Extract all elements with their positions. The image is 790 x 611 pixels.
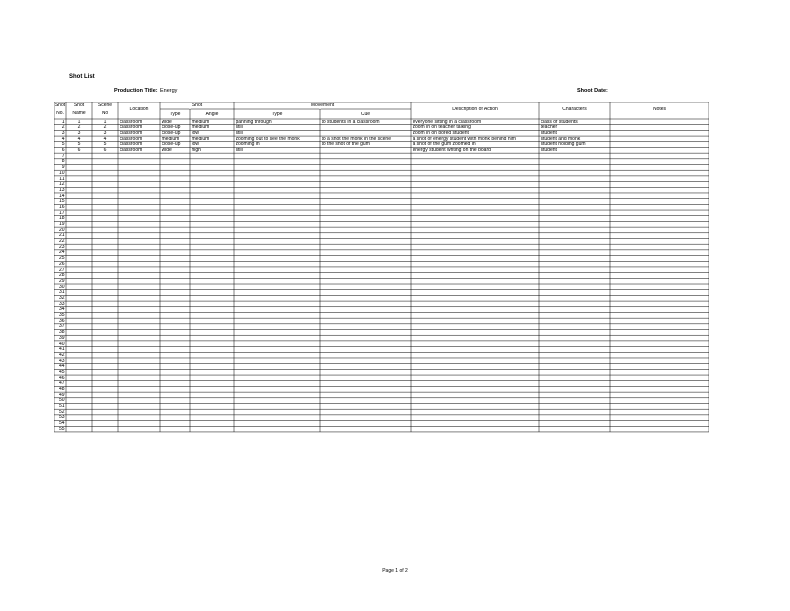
scene-cell: 6 (103, 148, 107, 154)
shot-name-cell: 5 (77, 142, 81, 148)
location-cell: classroom (119, 136, 143, 142)
shot-number: 37 (58, 324, 65, 330)
header-shot-no: No. (56, 111, 64, 116)
description-cell: zoom in on teacher talking (412, 125, 471, 131)
shot-list-table (54, 102, 709, 534)
shot-number: 6 (61, 148, 65, 154)
header-shot-name: Name (72, 111, 86, 116)
shot-number: 48 (58, 387, 65, 393)
header-cue: Cue (360, 111, 371, 117)
location-cell: classroom (119, 148, 143, 154)
shot-number: 53 (58, 415, 65, 421)
shot-number: 47 (58, 381, 65, 387)
characters-cell: student (540, 130, 557, 136)
shot-angle-cell: medium (191, 119, 210, 125)
scene-cell: 4 (103, 136, 107, 142)
description-cell: a shot of the gum zoomed in (412, 142, 476, 148)
shot-number: 12 (58, 182, 65, 188)
shot-number: 20 (58, 227, 65, 233)
shot-number: 23 (58, 244, 65, 250)
shot-type-cell: close-up (161, 142, 181, 148)
header-notes: Notes (652, 107, 667, 112)
shot-number: 44 (58, 364, 65, 370)
production-title-label: Production Title: (114, 88, 158, 94)
shot-number: 21 (58, 233, 65, 239)
shot-number: 32 (58, 295, 65, 301)
shot-angle-cell: high (191, 148, 201, 154)
shot-number: 28 (58, 273, 65, 279)
shot-type-cell: medium (161, 136, 180, 142)
shot-number: 50 (58, 398, 65, 404)
shot-number: 33 (58, 301, 65, 307)
cue-cell: to students in a classroom (321, 119, 380, 125)
scene-cell: 5 (103, 142, 107, 148)
location-cell: classroom (119, 142, 143, 148)
shot-number: 42 (58, 352, 65, 358)
header-shot-group: Shot (191, 103, 203, 108)
location-cell: classroom (119, 125, 143, 131)
shot-number: 14 (58, 193, 65, 199)
header-shot-name: Shot (73, 103, 85, 108)
header-shot-angle: Angle (205, 111, 219, 117)
shot-number: 40 (58, 341, 65, 347)
shot-number: 17 (58, 210, 65, 216)
shot-angle-cell: low (191, 130, 200, 136)
shot-name-cell: 4 (77, 136, 81, 142)
shot-angle-cell: medium (191, 125, 210, 131)
shot-number: 24 (58, 250, 65, 256)
shot-number: 46 (58, 375, 65, 381)
header-description: Description of Action (452, 107, 498, 112)
shot-number: 54 (58, 421, 65, 427)
scene-cell: 3 (103, 130, 107, 136)
shot-number: 25 (58, 256, 65, 262)
description-cell: a shot of energy student with monk behind him (412, 136, 516, 142)
shot-number: 35 (58, 313, 65, 319)
shot-number: 2 (61, 125, 65, 131)
shot-number: 39 (58, 335, 65, 341)
shot-number: 4 (61, 136, 65, 142)
header-shot-type: Type (169, 111, 181, 117)
shot-number: 30 (58, 284, 65, 290)
shot-angle-cell: low (191, 142, 200, 148)
scene-cell: 1 (103, 119, 107, 125)
shot-number: 16 (58, 204, 65, 210)
header-scene-no: No (101, 111, 109, 116)
shot-number: 27 (58, 267, 65, 273)
location-cell: classroom (119, 119, 143, 125)
shot-number: 51 (58, 404, 65, 410)
characters-cell: student and monk (540, 136, 581, 142)
description-cell: zoom in on bored student (412, 130, 469, 136)
characters-cell: student (540, 148, 557, 154)
shot-number: 55 (58, 426, 65, 432)
scene-cell: 2 (103, 125, 107, 131)
table-grid-lines (54, 102, 709, 534)
shot-number: 8 (61, 159, 65, 165)
page-footer: Page 1 of 2 (382, 568, 408, 574)
shot-type-cell: wide (161, 148, 172, 154)
shot-name-cell: 2 (77, 125, 81, 131)
shot-number: 49 (58, 392, 65, 398)
movement-cell: still (235, 125, 243, 131)
shot-number: 43 (58, 358, 65, 364)
header-movement-type: Type (271, 111, 283, 117)
movement-cell: zooming in (235, 142, 260, 148)
shot-number: 7 (61, 153, 65, 159)
shot-number: 13 (58, 187, 65, 193)
cue-cell: to a shot the monk in the scene (321, 136, 391, 142)
characters-cell: class of students (540, 119, 578, 125)
description-cell: everyone sitting in a classroom (412, 119, 482, 125)
shot-number: 11 (59, 176, 65, 182)
shot-number: 5 (61, 142, 65, 148)
cue-cell: to the shot of the gum (321, 142, 370, 148)
shot-number: 10 (58, 170, 65, 176)
shot-number: 36 (58, 318, 65, 324)
shot-number: 1 (61, 119, 65, 125)
shot-type-cell: wide (161, 119, 172, 125)
sheet-title: Shot List (69, 74, 95, 80)
shot-number: 41 (58, 347, 65, 353)
location-cell: classroom (119, 130, 143, 136)
shot-number: 38 (58, 330, 65, 336)
characters-cell: teacher (540, 125, 558, 131)
movement-cell: still (235, 148, 243, 154)
shot-angle-cell: medium (191, 136, 210, 142)
shot-type-cell: close-up (161, 125, 181, 131)
shot-number: 45 (58, 369, 65, 375)
shot-number: 22 (58, 239, 65, 245)
movement-cell: zooming out to see the monk (235, 136, 300, 142)
header-characters: Characters (562, 107, 587, 112)
header-location: Location (129, 107, 149, 112)
shot-number: 29 (58, 278, 65, 284)
shot-number: 3 (61, 130, 65, 136)
header-shot-no: Shot (54, 103, 66, 108)
shoot-date-label: Shoot Date: (577, 88, 608, 94)
shot-number: 19 (58, 222, 65, 228)
shot-number: 52 (58, 409, 65, 415)
shot-number: 15 (58, 199, 65, 205)
production-title-value: Energy (160, 88, 178, 94)
movement-cell: panning through (235, 119, 272, 125)
characters-cell: student holding gum (540, 142, 586, 148)
shot-name-cell: 1 (77, 119, 81, 125)
movement-cell: still (235, 130, 243, 136)
shot-name-cell: 3 (77, 130, 81, 136)
shot-type-cell: close-up (161, 130, 181, 136)
shot-name-cell: 6 (77, 148, 81, 154)
description-cell: energy student writing on the board (412, 148, 491, 154)
shot-number: 9 (61, 165, 65, 171)
shot-number: 18 (58, 216, 65, 222)
shot-number: 34 (58, 307, 65, 313)
header-movement-group: Movement (310, 103, 335, 108)
header-scene-no: Scene (97, 103, 113, 108)
shot-number: 26 (58, 261, 65, 267)
shot-number: 31 (58, 290, 65, 296)
